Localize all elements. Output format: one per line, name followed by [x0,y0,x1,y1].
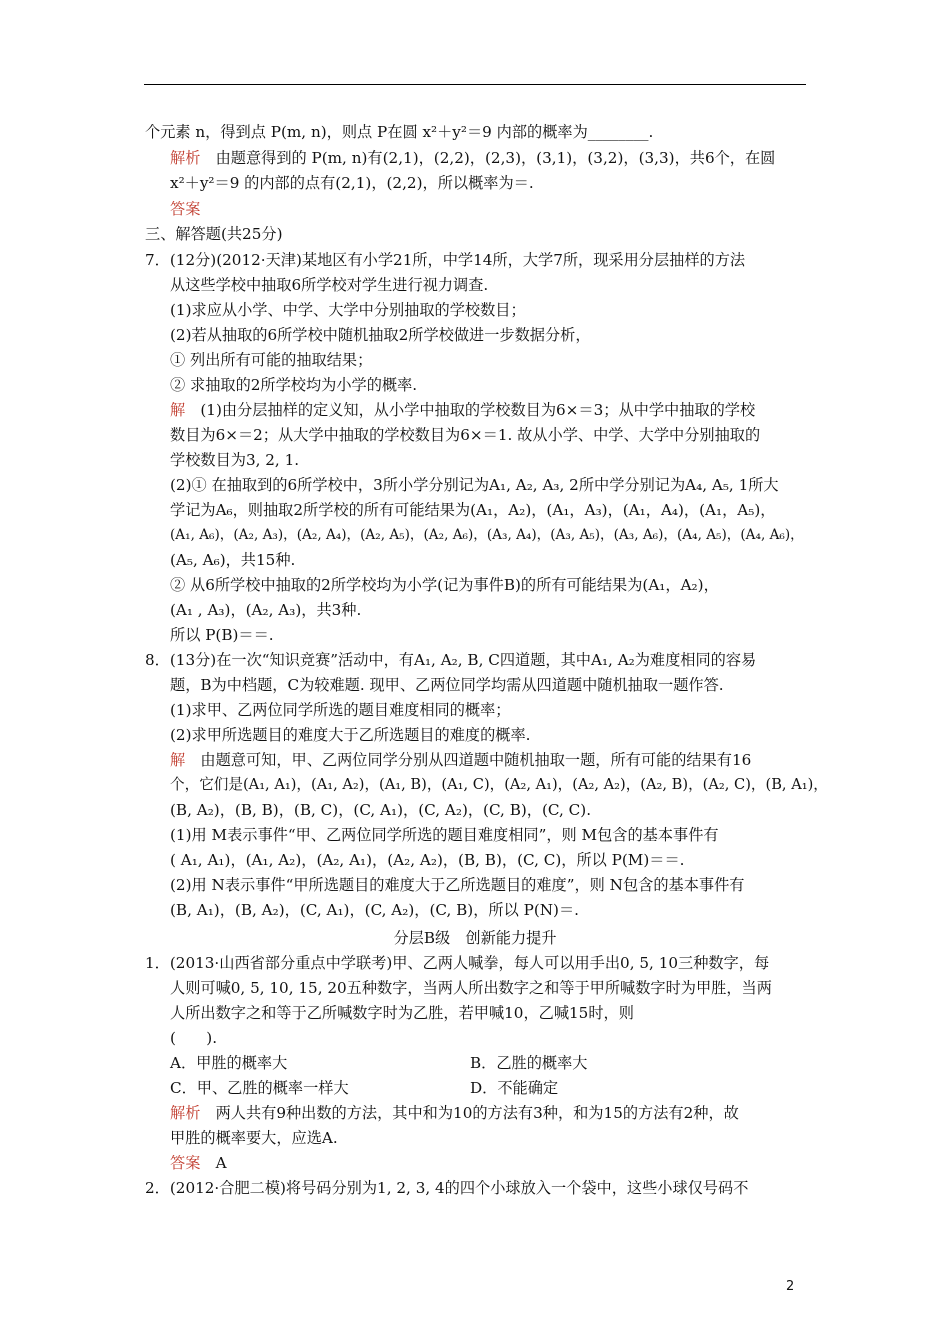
text-line: (2)若从抽取的6所学校中随机抽取2所学校做进一步数据分析， [170,326,591,344]
text-line: (1)用 M表示事件“甲、乙两位同学所选的题目难度相同”，则 M包含的基本事件有 [170,826,719,844]
text-line: ① 列出所有可能的抽取结果； [170,351,373,369]
text-line: 1．(2013·山西省部分重点中学联考)甲、乙两人喊拳，每人可以用手出0, 5, 10三种数字，每 [145,954,770,972]
text-span: 由题意得到的 P(m, n)有(2,1)，(2,2)，(2,3)，(3,1)，(3,2)，(3,3)，共6个，在圆 [200,149,776,167]
text-line: 学校数目为3, 2, 1. [170,451,300,469]
text-span: A [200,1154,227,1172]
text-line [170,1153,227,1173]
label-jiexi: 解析 [170,149,201,167]
text-line [170,400,755,420]
label-jie: 解 [170,751,186,769]
text-line: (2)用 N表示事件“甲所选题目的难度大于乙所选题目的难度”，则 N包含的基本事件有 [170,876,745,894]
text-line [170,1103,739,1123]
text-line: ( ). [170,1029,218,1047]
text-line: (B, A₁)，(B, A₂)，(C, A₁)，(C, A₂)，(C, B)，所以 P(N)＝. [170,901,579,919]
header-rule [144,84,806,85]
text-line [170,750,751,770]
text-line: 学记为A₆，则抽取2所学校的所有可能结果为(A₁，A₂)，(A₁，A₃)，(A₁，A₄)，(A₁，A₅)， [170,501,776,519]
option-b: B．乙胜的概率大 [470,1054,588,1072]
option-a: A．甲胜的概率大 [170,1054,288,1072]
text-span: (1)由分层抽样的定义知，从小学中抽取的学校数目为6×＝3；从中学中抽取的学校 [185,401,756,419]
option-d: D．不能确定 [470,1079,559,1097]
label-daan: 答案 [170,200,201,218]
text-line: 从这些学校中抽取6所学校对学生进行视力调查. [170,276,489,294]
text-line: ( A₁, A₁)，(A₁, A₂)，(A₂, A₁)，(A₂, A₂)，(B, B)，(C, C)，所以 P(M)＝＝. [170,851,685,869]
text-line: 题，B为中档题，C为较难题. 现甲、乙两位同学均需从四道题中随机抽取一题作答. [170,676,724,694]
text-line: (A₁ , A₃)，(A₂, A₃)，共3种. [170,601,362,619]
section-heading: 三、解答题(共25分) [145,225,283,243]
text-line: x²＋y²＝9 的内部的点有(2,1)，(2,2)，所以概率为＝. [170,174,534,192]
text-line: ② 从6所学校中抽取的2所学校均为小学(记为事件B)的所有可能结果为(A₁，A₂)， [170,576,719,594]
text-line: 数目为6×＝2；从大学中抽取的学校数目为6×＝1. 故从小学、中学、大学中分别抽取的 [170,426,761,444]
option-c: C．甲、乙胜的概率一样大 [170,1079,349,1097]
text-line [170,148,775,168]
text-line: 人所出数字之和等于乙所喊数字时为乙胜，若甲喊10，乙喊15时，则 [170,1004,634,1022]
text-line: (B, A₂)，(B, B)，(B, C)，(C, A₁)，(C, A₂)，(C, B)，(C, C). [170,801,592,819]
text-line: 个元素 n，得到点 P(m, n)，则点 P在圆 x²＋y²＝9 内部的概率为________. [145,123,654,141]
text-line: 个，它们是(A₁, A₁)，(A₁, A₂)，(A₁, B)，(A₁, C)，(A₂, A₁)，(A₂, A₂)，(A₂, B)，(A₂, C)，(B, A₁)， [170,776,828,793]
text-line: ② 求抽取的2所学校均为小学的概率. [170,376,418,394]
text-line: 2．(2012·合肥二模)将号码分别为1, 2, 3, 4的四个小球放入一个袋中，这些小球仅号码不 [145,1179,749,1197]
text-span: 由题意可知，甲、乙两位同学分别从四道题中随机抽取一题，所有可能的结果有16 [185,751,752,769]
text-line: 人则可喊0, 5, 10, 15, 20五种数字，当两人所出数字之和等于甲所喊数字时为甲胜，当两 [170,979,772,997]
text-line: (A₅, A₆)，共15种. [170,551,296,569]
text-line: 7．(12分)(2012·天津)某地区有小学21所，中学14所，大学7所，现采用分层抽样的方法 [145,251,746,269]
label-jiexi: 解析 [170,1104,201,1122]
text-line: 8．(13分)在一次“知识竞赛”活动中，有A₁, A₂, B, C四道题，其中A₁, A₂为难度相同的容易 [145,651,757,669]
text-line: (2)求甲所选题目的难度大于乙所选题目的难度的概率. [170,726,531,744]
text-line: (A₁, A₆)，(A₂, A₃)，(A₂, A₄)，(A₂, A₅)，(A₂, A₆)，(A₃, A₄)，(A₃, A₅)，(A₃, A₆)，(A₄, A₅)，(A₄, A₆)， [170,527,804,543]
text-line: (1)求甲、乙两位同学所选的题目难度相同的概率； [170,701,511,719]
label-daan: 答案 [170,1154,201,1172]
text-span: 两人共有9种出数的方法，其中和为10的方法有3种，和为15的方法有2种，故 [200,1104,739,1122]
label-jie: 解 [170,401,186,419]
text-line: 甲胜的概率要大，应选A. [170,1129,338,1147]
text-line: (1)求应从小学、中学、大学中分别抽取的学校数目； [170,301,526,319]
text-line: (2)① 在抽取到的6所学校中，3所小学分别记为A₁, A₂, A₃, 2所中学分别记为A₄, A₅, 1所大 [170,476,779,494]
text-line: 所以 P(B)＝＝. [170,626,274,644]
section-title: 分层B级 创新能力提升 [393,929,557,947]
page-number: 2 [786,1279,795,1294]
